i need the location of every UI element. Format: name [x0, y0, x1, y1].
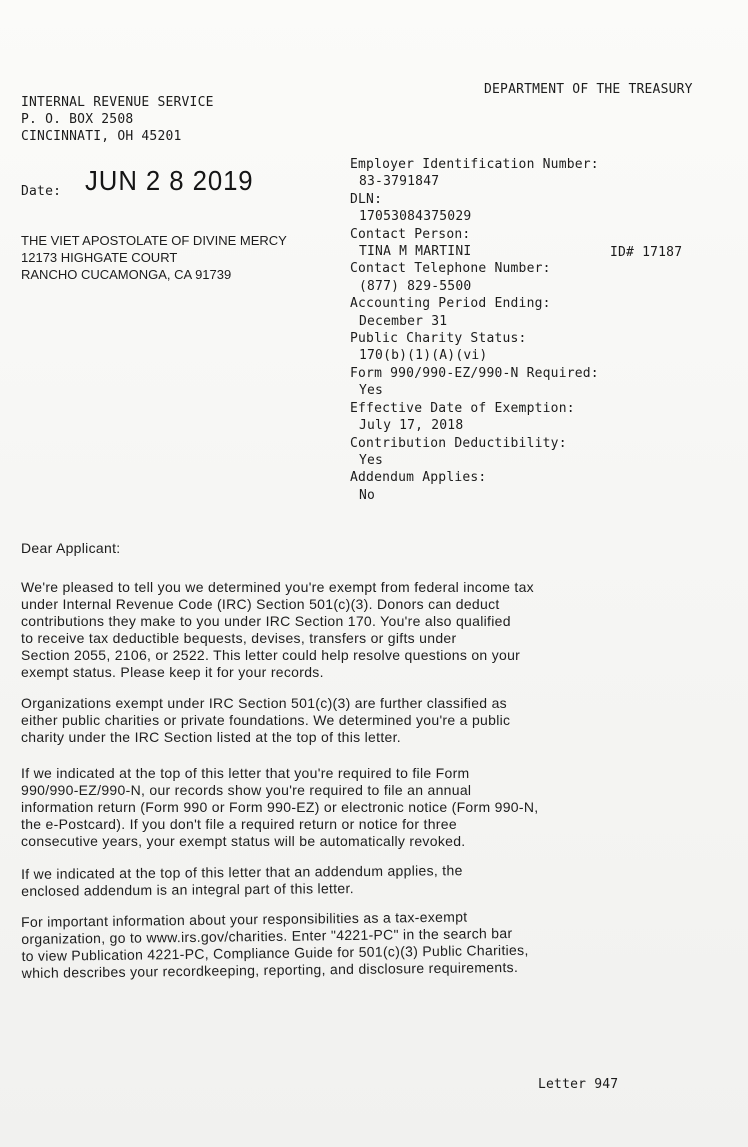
text-line: information return (Form 990 or Form 990-EZ) or electronic notice (Form 990-N,: [21, 799, 539, 815]
effective-date-label: Effective Date of Exemption:: [350, 400, 575, 416]
paragraph-filing-requirement: [21, 765, 538, 850]
text-line: Section 2055, 2106, or 2522. This letter could help resolve questions on your: [21, 647, 521, 663]
letter-number-value: 947: [594, 1077, 619, 1092]
text-line: enclosed addendum is an integral part of this letter.: [21, 880, 354, 899]
text-line: organization, go to www.irs.gov/charities. Enter "4221-PC" in the search bar: [21, 924, 513, 947]
addressee-street: 12173 HIGHGATE COURT: [21, 250, 178, 265]
contact-label: Contact Person:: [350, 226, 471, 242]
text-line: If we indicated at the top of this letter that an addendum applies, the: [21, 862, 463, 882]
addendum-value: No: [359, 487, 376, 503]
text-line: consecutive years, your exempt status will be automatically revoked.: [21, 833, 466, 849]
dln-value: 17053084375029: [359, 209, 472, 225]
date-stamp: JUN 2 8 2019: [85, 165, 254, 196]
text-line: under Internal Revenue Code (IRC) Section 501(c)(3). Donors can deduct: [21, 596, 500, 612]
paragraph-exemption: [21, 579, 534, 681]
text-line: to view Publication 4221-PC, Compliance Guide for 501(c)(3) Public Charities,: [21, 941, 529, 964]
text-line: If we indicated at the top of this letter that you're required to file Form: [21, 765, 470, 781]
letter-label: Letter: [538, 1077, 587, 1092]
agency-city: CINCINNATI, OH 45201: [21, 129, 182, 144]
text-line: the e-Postcard). If you don't file a required return or notice for three: [21, 816, 457, 832]
form-required-value: Yes: [359, 383, 384, 399]
department-heading: DEPARTMENT OF THE TREASURY: [484, 82, 693, 97]
text-line: either public charities or private foundations. We determined you're a public: [21, 712, 511, 728]
letter-number: [538, 1076, 618, 1093]
charity-status-value: 170(b)(1)(A)(vi): [359, 348, 488, 364]
irs-return-address: [21, 94, 214, 145]
paragraph-addendum: [21, 862, 463, 900]
salutation: Dear Applicant:: [21, 540, 121, 556]
text-line: For important information about your responsibilities as a tax-exempt: [21, 908, 468, 930]
phone-value: (877) 829-5500: [359, 278, 472, 294]
text-line: contributions they make to you under IRC Section 170. You're also qualified: [21, 613, 511, 629]
ein-label: Employer Identification Number:: [350, 157, 599, 172]
text-line: to receive tax deductible bequests, devises, transfers or gifts under: [21, 630, 457, 646]
contact-value: TINA M MARTINI: [359, 244, 472, 260]
form-required-label: Form 990/990-EZ/990-N Required:: [350, 365, 599, 381]
paragraph-responsibilities: [21, 908, 529, 982]
phone-label: Contact Telephone Number:: [350, 261, 551, 277]
dln-label: DLN:: [350, 191, 383, 207]
paragraph-classification: [21, 695, 510, 746]
period-label: Accounting Period Ending:: [350, 296, 551, 312]
period-value: December 31: [359, 313, 448, 329]
text-line: which describes your recordkeeping, reporting, and disclosure requirements.: [21, 958, 519, 981]
agency-name: INTERNAL REVENUE SERVICE: [21, 95, 214, 110]
effective-date-value: July 17, 2018: [359, 418, 464, 434]
text-line: charity under the IRC Section listed at the top of this letter.: [21, 729, 401, 745]
contact-id: ID# 17187: [610, 245, 683, 260]
text-line: Organizations exempt under IRC Section 501(c)(3) are further classified as: [21, 695, 507, 711]
deductibility-value: Yes: [359, 452, 384, 468]
deductibility-label: Contribution Deductibility:: [350, 435, 567, 451]
ein-value: 83-3791847: [359, 174, 440, 190]
addendum-label: Addendum Applies:: [350, 470, 487, 486]
addressee-name: THE VIET APOSTOLATE OF DIVINE MERCY: [21, 233, 287, 248]
text-line: 990/990-EZ/990-N, our records show you're required to file an annual: [21, 782, 472, 798]
po-box: P. O. BOX 2508: [21, 112, 134, 127]
text-line: We're pleased to tell you we determined you're exempt from federal income tax: [21, 579, 534, 595]
addressee-city: RANCHO CUCAMONGA, CA 91739: [21, 267, 232, 282]
date-label: Date:: [21, 184, 62, 199]
text-line: exempt status. Please keep it for your records.: [21, 664, 324, 680]
addressee-block: [21, 232, 287, 283]
charity-status-label: Public Charity Status:: [350, 331, 527, 347]
info-block: [350, 156, 599, 504]
